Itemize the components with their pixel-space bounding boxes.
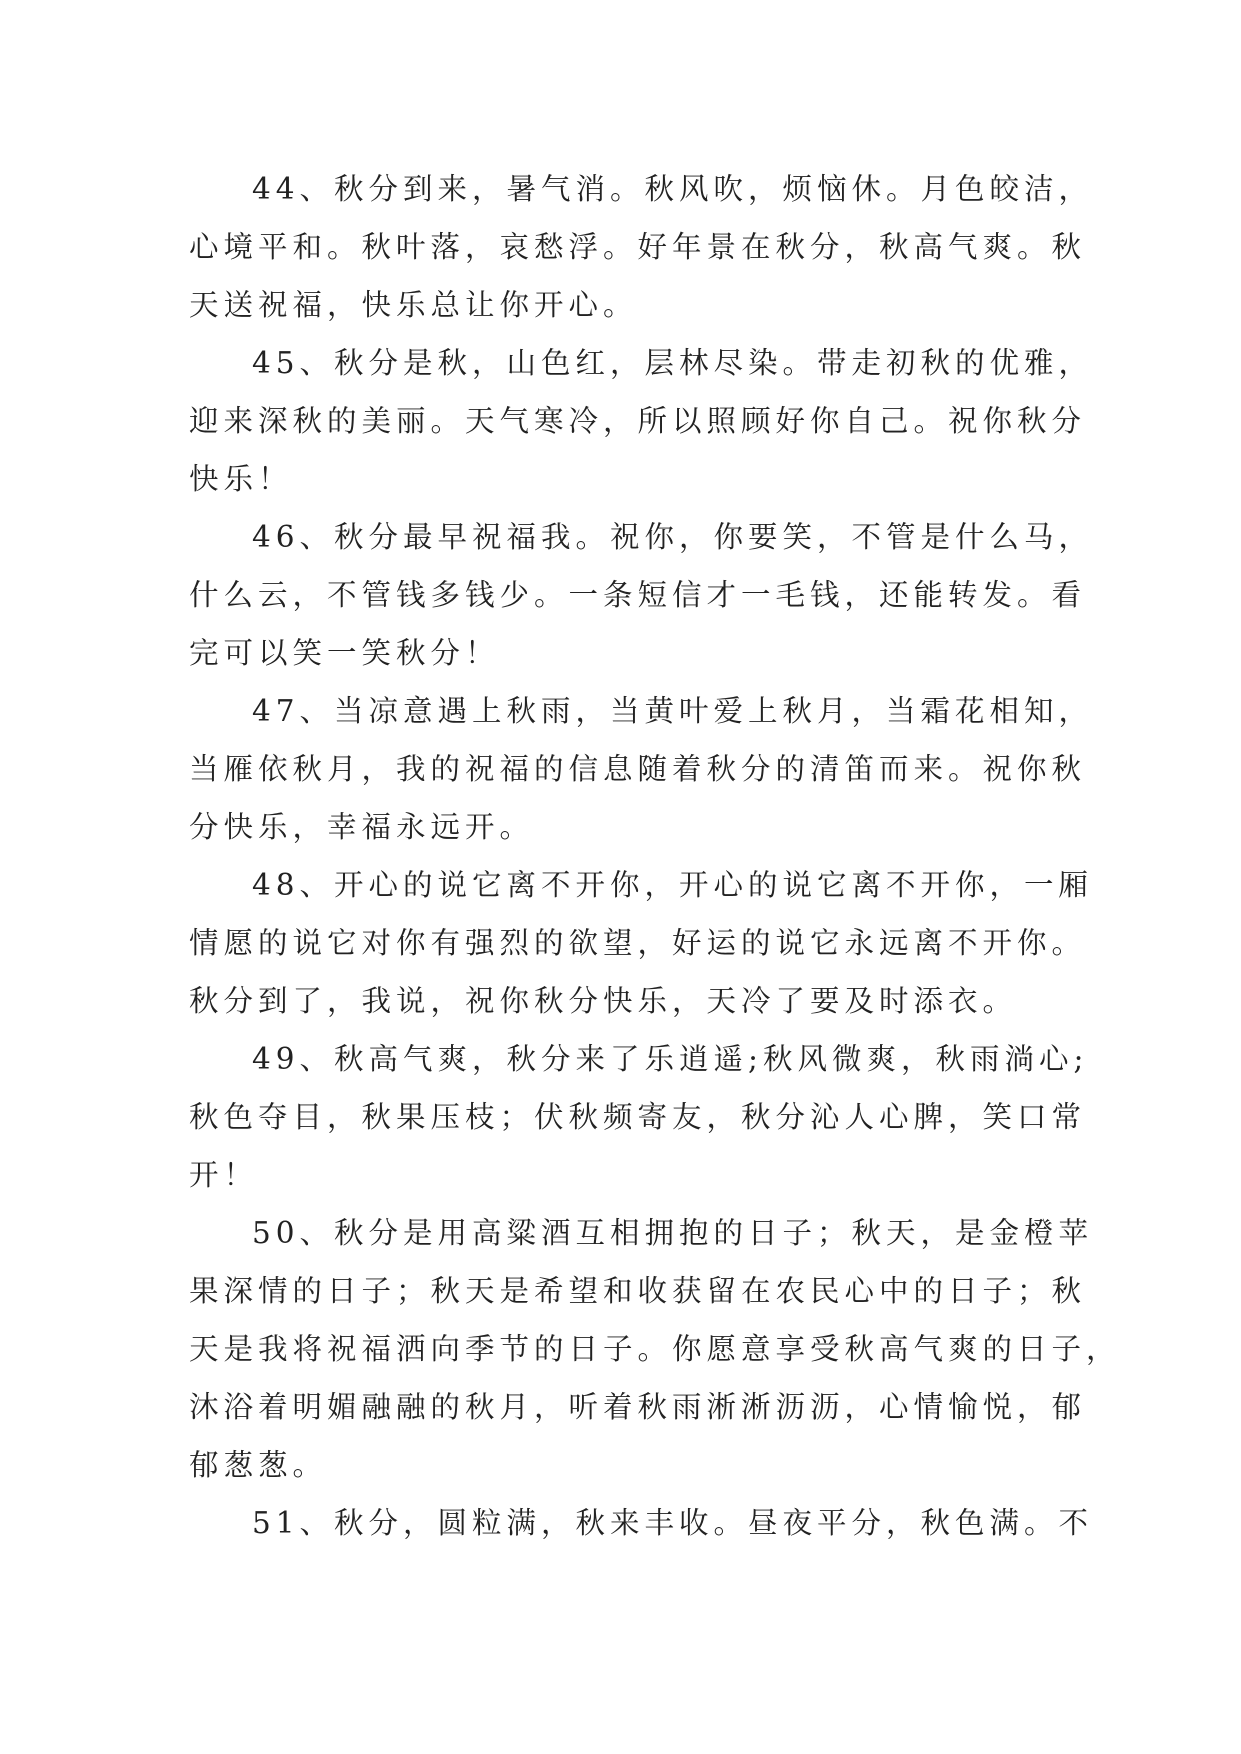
text-line: 47、当凉意遇上秋雨，当黄叶爱上秋月，当霜花相知，	[252, 694, 1094, 728]
text-line: 51、秋分，圆粒满，秋来丰收。昼夜平分，秋色满。不	[252, 1506, 1094, 1540]
paragraph	[189, 1030, 1089, 1204]
paragraph	[189, 160, 1094, 334]
paragraph	[189, 334, 1094, 508]
paragraph	[189, 1204, 1121, 1494]
paragraph	[189, 508, 1094, 682]
text-line: 天送祝福，快乐总让你开心。	[189, 288, 638, 322]
text-line: 49、秋高气爽，秋分来了乐逍遥;秋风微爽，秋雨淌心;	[252, 1042, 1089, 1076]
text-line: 沐浴着明媚融融的秋月，听着秋雨淅淅沥沥，心情愉悦，郁	[189, 1390, 1087, 1424]
document-body	[189, 160, 1121, 1552]
text-line: 秋分到了，我说，祝你秋分快乐，天冷了要及时添衣。	[189, 984, 1018, 1018]
text-line: 迎来深秋的美丽。天气寒冷，所以照顾好你自己。祝你秋分	[189, 404, 1087, 438]
paragraph	[189, 856, 1094, 1030]
text-line: 48、开心的说它离不开你，开心的说它离不开你，一厢	[252, 868, 1094, 902]
text-line: 秋色夺目，秋果压枝；伏秋频寄友，秋分沁人心脾，笑口常	[189, 1100, 1087, 1134]
text-line: 分快乐，幸福永远开。	[189, 810, 535, 844]
text-line: 完可以笑一笑秋分！	[189, 636, 500, 670]
text-line: 44、秋分到来，暑气消。秋风吹，烦恼休。月色皎洁，	[252, 172, 1094, 206]
text-line: 郁葱葱。	[189, 1448, 328, 1482]
text-line: 什么云，不管钱多钱少。一条短信才一毛钱，还能转发。看	[189, 578, 1087, 612]
text-line: 开！	[189, 1158, 259, 1192]
text-line: 45、秋分是秋，山色红，层林尽染。带走初秋的优雅，	[252, 346, 1094, 380]
text-line: 情愿的说它对你有强烈的欲望，好运的说它永远离不开你。	[189, 926, 1087, 960]
text-line: 天是我将祝福洒向季节的日子。你愿意享受秋高气爽的日子，	[189, 1332, 1121, 1366]
text-line: 50、秋分是用高粱酒互相拥抱的日子；秋天，是金橙苹	[252, 1216, 1094, 1250]
text-line: 当雁依秋月，我的祝福的信息随着秋分的清笛而来。祝你秋	[189, 752, 1087, 786]
text-line: 46、秋分最早祝福我。祝你，你要笑，不管是什么马，	[252, 520, 1094, 554]
paragraph	[189, 1494, 1094, 1552]
text-line: 果深情的日子；秋天是希望和收获留在农民心中的日子；秋	[189, 1274, 1087, 1308]
text-line: 快乐！	[189, 462, 293, 496]
paragraph	[189, 682, 1094, 856]
text-line: 心境平和。秋叶落，哀愁浮。好年景在秋分，秋高气爽。秋	[189, 230, 1087, 264]
